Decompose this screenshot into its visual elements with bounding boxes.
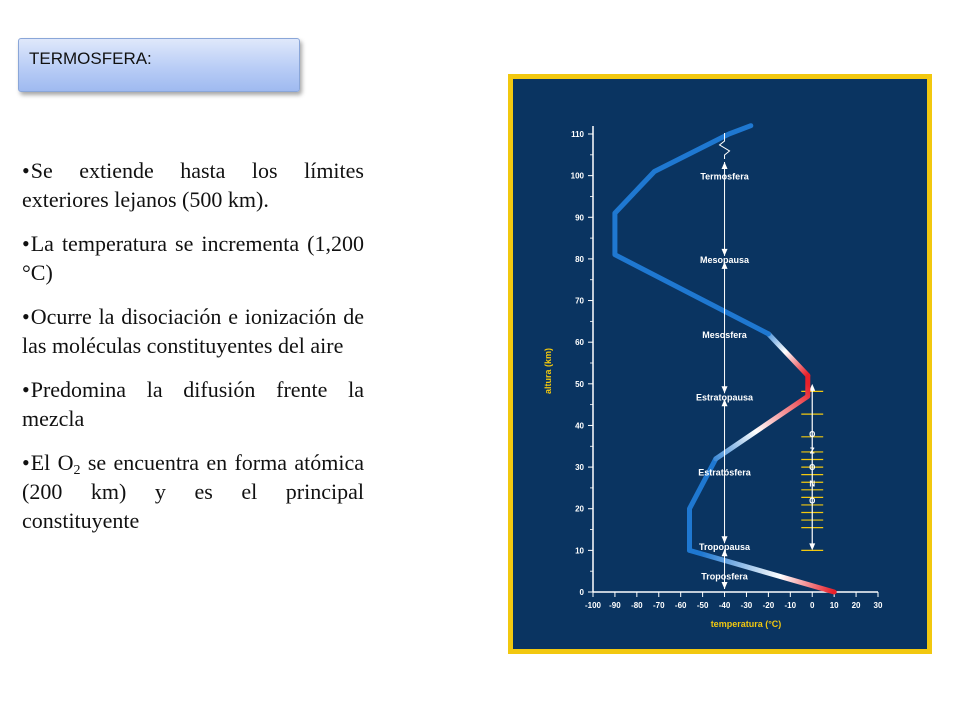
bullet-text: Predomina la difusión frente la mezcla (22, 377, 364, 431)
x-tick-label: 10 (829, 601, 839, 610)
bullet-text: La temperatura se incrementa (1,200 °C) (22, 231, 364, 285)
y-tick-label: 60 (575, 338, 584, 348)
x-tick-label: -40 (718, 601, 731, 610)
ozone-layer (801, 384, 823, 551)
layer-label: Mesosfera (702, 329, 747, 340)
ozone-label-letter: O (809, 429, 816, 439)
bullet-subscript: 2 (73, 463, 81, 478)
stratosphere-curve (716, 376, 808, 459)
bullet-text-pre: El O (30, 450, 74, 475)
layer-label: Estratósfera (698, 467, 751, 478)
x-tick-label: -100 (584, 601, 602, 610)
x-tick-label: -90 (609, 601, 621, 610)
x-tick-label: -30 (740, 601, 753, 610)
slide-title-box (18, 38, 300, 92)
y-tick-label: 110 (571, 130, 584, 139)
x-tick-label: -50 (696, 601, 709, 610)
mesosphere-warm-curve (768, 334, 807, 376)
bullet-text: Ocurre la disociación e ionización de las moléculas constituyentes del aire (22, 304, 364, 358)
y-tick-label: 50 (575, 379, 584, 389)
x-tick-label: -80 (631, 601, 643, 610)
y-tick-label: 70 (575, 296, 584, 306)
layer-arrows (720, 133, 730, 589)
y-tick-label: 10 (575, 546, 584, 556)
bullet-item: •La temperatura se incrementa (1,200 °C) (22, 231, 364, 285)
atmosphere-diagram (508, 74, 932, 654)
layer-label: Mesopausa (700, 254, 750, 265)
ozone-arrow-down (809, 543, 815, 550)
x-tick-label: 30 (873, 601, 883, 610)
x-tick-label: -60 (674, 601, 687, 610)
y-axis-title: altura (km) (543, 347, 553, 395)
x-tick-label: 0 (810, 601, 815, 610)
bullet-item: •El $O_2$ se encuentra en forma atómica (200 km) y es el principal constituyente (22, 450, 364, 533)
ozone-label-letter: O (809, 496, 816, 506)
ozone-label-letter: Z (809, 446, 815, 456)
bullet-item: •Ocurre la disociación e ionización de las moléculas constituyentes del aire (22, 304, 364, 358)
layer-label: Troposfera (701, 571, 748, 582)
bullet-list (22, 156, 364, 550)
ozone-label-letter: O (809, 463, 816, 473)
bullet-item: •Se extiende hasta los límites exteriores lejanos (500 km). (22, 158, 364, 212)
ozone-label-letter: N (809, 479, 816, 489)
layer-label: Tropopausa (699, 542, 751, 553)
y-tick-label: 40 (575, 421, 584, 431)
layer-arrow-head-down (722, 582, 728, 589)
y-tick-label: 0 (579, 588, 584, 597)
y-tick-label: 30 (575, 463, 584, 473)
y-tick-label: 20 (575, 504, 584, 514)
y-tick-label: 80 (575, 254, 584, 264)
bullet-item: •Predomina la difusión frente la mezcla (22, 377, 364, 431)
bullet-text: Se extiende hasta los límites exteriores lejanos (500 km). (22, 158, 364, 212)
x-tick-label: 20 (851, 601, 861, 610)
layer-label: Termosfera (700, 171, 749, 182)
slide-title: TERMOSFERA: (29, 49, 152, 68)
x-tick-label: -20 (762, 601, 775, 610)
y-tick-label: 90 (575, 213, 584, 223)
x-tick-label: -10 (784, 601, 797, 610)
layer-arrow-head-up (722, 162, 728, 169)
atmosphere-chart-svg (513, 79, 927, 649)
x-axis-title: temperatura (°C) (710, 619, 782, 629)
x-tick-label: -70 (652, 601, 665, 610)
y-tick-label: 100 (570, 171, 584, 181)
bullet-text-post: se encuentra en forma atómica (200 km) y es el principal constituyente (22, 450, 364, 533)
upper-atmosphere-curve (615, 126, 769, 334)
layer-label: Estratopausa (696, 392, 754, 403)
